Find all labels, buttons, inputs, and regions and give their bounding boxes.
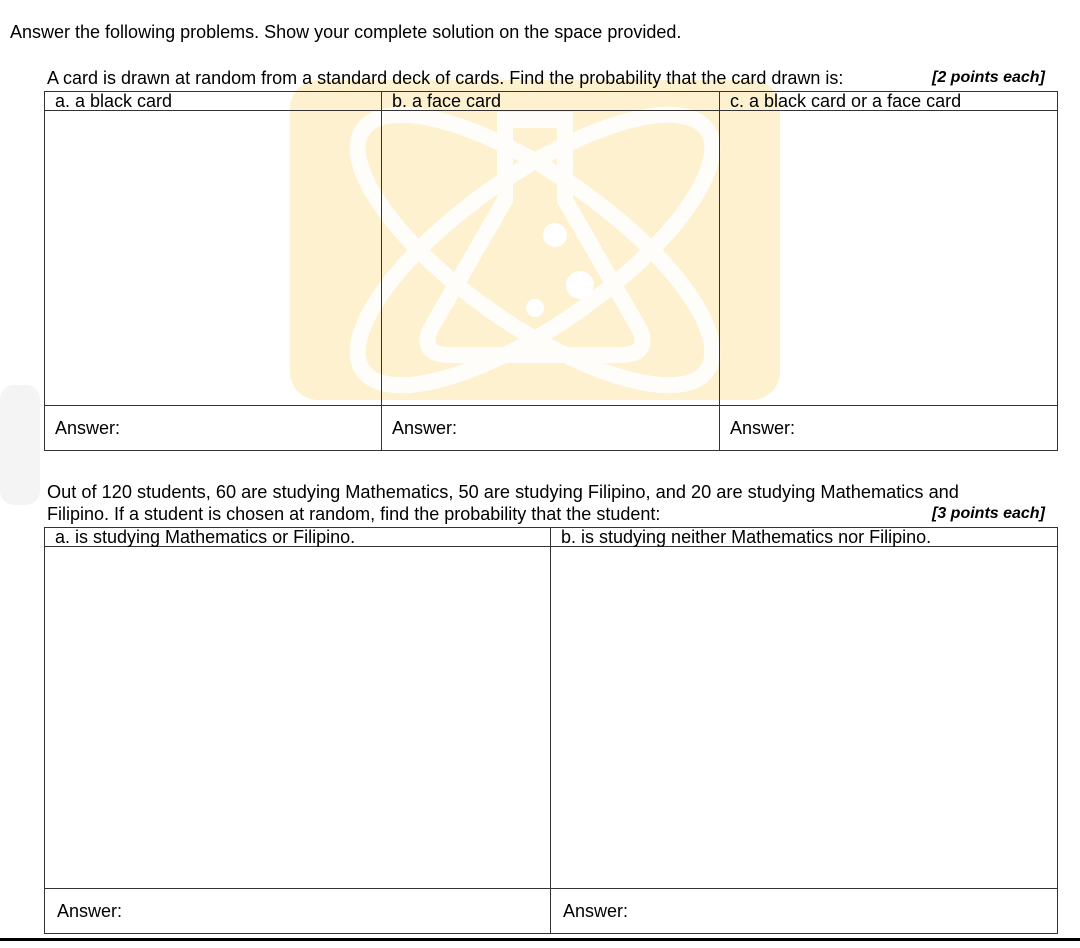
page-bottom-divider — [0, 938, 1080, 941]
problem1-header-c: c. a black card or a face card — [720, 92, 1058, 111]
problem1-solution-space-b[interactable] — [382, 111, 720, 406]
problem1-header-a: a. a black card — [45, 92, 382, 111]
instructions: Answer the following problems. Show your complete solution on the space provided. — [10, 22, 682, 42]
problem2-header-a: a. is studying Mathematics or Filipino. — [45, 528, 551, 547]
problem2-question-line2: Filipino. If a student is chosen at random, find the probability that the student: — [47, 504, 661, 524]
problem2-solution-space-b[interactable] — [551, 547, 1058, 889]
problem1-table — [44, 91, 1058, 451]
problem1-answer-a[interactable]: Answer: — [45, 406, 382, 451]
problem2-question-line1: Out of 120 students, 60 are studying Mathematics, 50 are studying Filipino, and 20 are studying Mathematics and — [47, 482, 959, 502]
problem2-solution-space-a[interactable] — [45, 547, 551, 889]
problem2-header-b: b. is studying neither Mathematics nor Filipino. — [551, 528, 1058, 547]
problem1-answer-c[interactable]: Answer: — [720, 406, 1058, 451]
problem1-header-b: b. a face card — [382, 92, 720, 111]
problem2-answer-b[interactable]: Answer: — [551, 889, 1058, 934]
problem1-question: A card is drawn at random from a standard deck of cards. Find the probability that the card drawn is: — [47, 68, 844, 88]
problem1-points: [2 points each] — [932, 69, 1045, 86]
problem1-solution-space-a[interactable] — [45, 111, 382, 406]
problem2-points: [3 points each] — [932, 505, 1045, 522]
problem1-solution-space-c[interactable] — [720, 111, 1058, 406]
watermark-edge-icon — [0, 385, 40, 505]
problem1-answer-b[interactable]: Answer: — [382, 406, 720, 451]
problem2-answer-a[interactable]: Answer: — [45, 889, 551, 934]
problem2-table — [44, 527, 1058, 934]
